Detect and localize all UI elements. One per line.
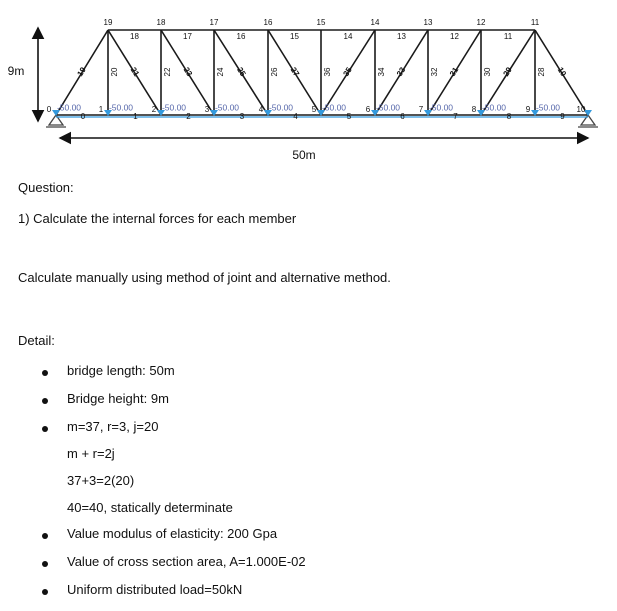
diagonal-member-label: 10 xyxy=(555,65,569,78)
bullet-icon xyxy=(42,561,48,567)
top-member-label: 14 xyxy=(343,32,353,42)
detail-equation-2: 37+3=2(20) xyxy=(67,473,135,488)
bullet-icon xyxy=(42,589,48,595)
bullet-icon xyxy=(42,426,48,432)
load-value-label: -50.00 xyxy=(428,102,454,113)
load-value-label: -50.00 xyxy=(108,102,134,113)
bullet-icon xyxy=(42,533,48,539)
bottom-member-label: 5 xyxy=(346,112,352,122)
diagonal-member-label: 27 xyxy=(288,65,302,78)
top-member-label: 12 xyxy=(450,32,459,42)
bottom-node-label: 3 xyxy=(204,105,210,115)
vertical-member-label: 32 xyxy=(430,67,440,77)
bottom-member-label: 4 xyxy=(293,112,298,122)
detail-modulus: Value modulus of elasticity: 200 Gpa xyxy=(67,526,278,541)
bullet-icon xyxy=(42,398,48,404)
diagonal-member-label: 35 xyxy=(341,65,354,78)
top-node-label: 11 xyxy=(530,18,540,28)
bottom-member-label: 7 xyxy=(453,112,458,122)
top-node-label: 12 xyxy=(476,18,486,28)
top-member-label: 13 xyxy=(397,32,406,42)
bullet-icon xyxy=(42,370,48,376)
vertical-member-label: 22 xyxy=(163,67,173,77)
height-label: 9m xyxy=(7,64,25,79)
bottom-member-label: 3 xyxy=(239,112,245,122)
bottom-node-label: 5 xyxy=(311,105,317,115)
diagonal-member-label: 25 xyxy=(235,65,248,78)
top-member-label: 17 xyxy=(183,32,192,42)
bottom-member-label: 0 xyxy=(80,112,86,122)
bottom-node-label: 10 xyxy=(576,105,586,115)
bottom-node-label: 6 xyxy=(365,105,371,115)
top-node-label: 19 xyxy=(103,18,113,28)
bottom-node-label: 9 xyxy=(525,105,531,115)
detail-area: Value of cross section area, A=1.000E-02 xyxy=(67,554,306,569)
vertical-member-label: 36 xyxy=(323,67,333,77)
method-instruction: Calculate manually using method of joint and alternative method. xyxy=(18,270,391,285)
diagonal-member-label: 19 xyxy=(75,65,88,78)
diagonal-member-label: 21 xyxy=(128,65,142,78)
vertical-member-label: 34 xyxy=(377,67,387,77)
detail-bridge-length: bridge length: 50m xyxy=(67,363,175,378)
bottom-member-label: 1 xyxy=(133,112,138,122)
bottom-node-label: 4 xyxy=(258,105,264,115)
truss-diagram xyxy=(0,0,617,175)
vertical-member-label: 26 xyxy=(270,67,280,77)
load-value-label: -50.00 xyxy=(214,102,240,113)
bottom-member-label: 2 xyxy=(186,112,191,122)
vertical-member-label: 28 xyxy=(537,67,547,77)
load-value-label: -50.00 xyxy=(321,102,347,113)
bottom-member-label: 9 xyxy=(560,112,565,122)
top-node-label: 15 xyxy=(316,18,326,28)
load-value-label: -50.00 xyxy=(481,102,507,113)
detail-bridge-height: Bridge height: 9m xyxy=(67,391,169,406)
diagonal-member-label: 33 xyxy=(394,65,408,78)
bottom-node-label: 7 xyxy=(418,105,424,115)
top-node-label: 18 xyxy=(156,18,166,28)
diagonal-member-label: 29 xyxy=(501,65,514,78)
load-value-label: -50.00 xyxy=(375,102,401,113)
detail-counts: m=37, r=3, j=20 xyxy=(67,419,159,434)
detail-heading: Detail: xyxy=(18,333,55,348)
detail-equation-1: m + r=2j xyxy=(67,446,115,461)
load-value-label: -50.00 xyxy=(268,102,294,113)
top-member-label: 11 xyxy=(503,32,513,42)
top-member-label: 18 xyxy=(130,32,139,42)
bottom-member-label: 8 xyxy=(506,112,512,122)
top-node-label: 13 xyxy=(423,18,433,28)
bottom-node-label: 1 xyxy=(98,105,104,115)
top-member-label: 15 xyxy=(290,32,299,42)
top-node-label: 14 xyxy=(370,18,380,28)
vertical-member-label: 24 xyxy=(216,67,226,77)
load-value-label: -50.00 xyxy=(161,102,187,113)
bottom-node-label: 8 xyxy=(471,105,477,115)
bottom-member-label: 6 xyxy=(400,112,405,122)
diagonal-member-label: 23 xyxy=(181,65,195,78)
load-value-label: -50.00 xyxy=(56,102,82,113)
question-item-1: 1) Calculate the internal forces for each member xyxy=(18,211,297,226)
bottom-node-label: 2 xyxy=(151,105,157,115)
span-label: 50m xyxy=(292,148,316,163)
vertical-member-label: 30 xyxy=(483,67,493,77)
top-node-label: 16 xyxy=(263,18,273,28)
question-heading: Question: xyxy=(18,180,74,195)
detail-equation-3: 40=40, statically determinate xyxy=(67,500,233,515)
vertical-member-label: 20 xyxy=(110,67,120,77)
top-node-label: 17 xyxy=(209,18,219,28)
top-member-label: 16 xyxy=(236,32,246,42)
load-value-label: -50.00 xyxy=(535,102,561,113)
bottom-node-label: 0 xyxy=(46,105,52,115)
detail-load: Uniform distributed load=50kN xyxy=(67,582,243,597)
diagonal-member-label: 31 xyxy=(447,65,461,78)
